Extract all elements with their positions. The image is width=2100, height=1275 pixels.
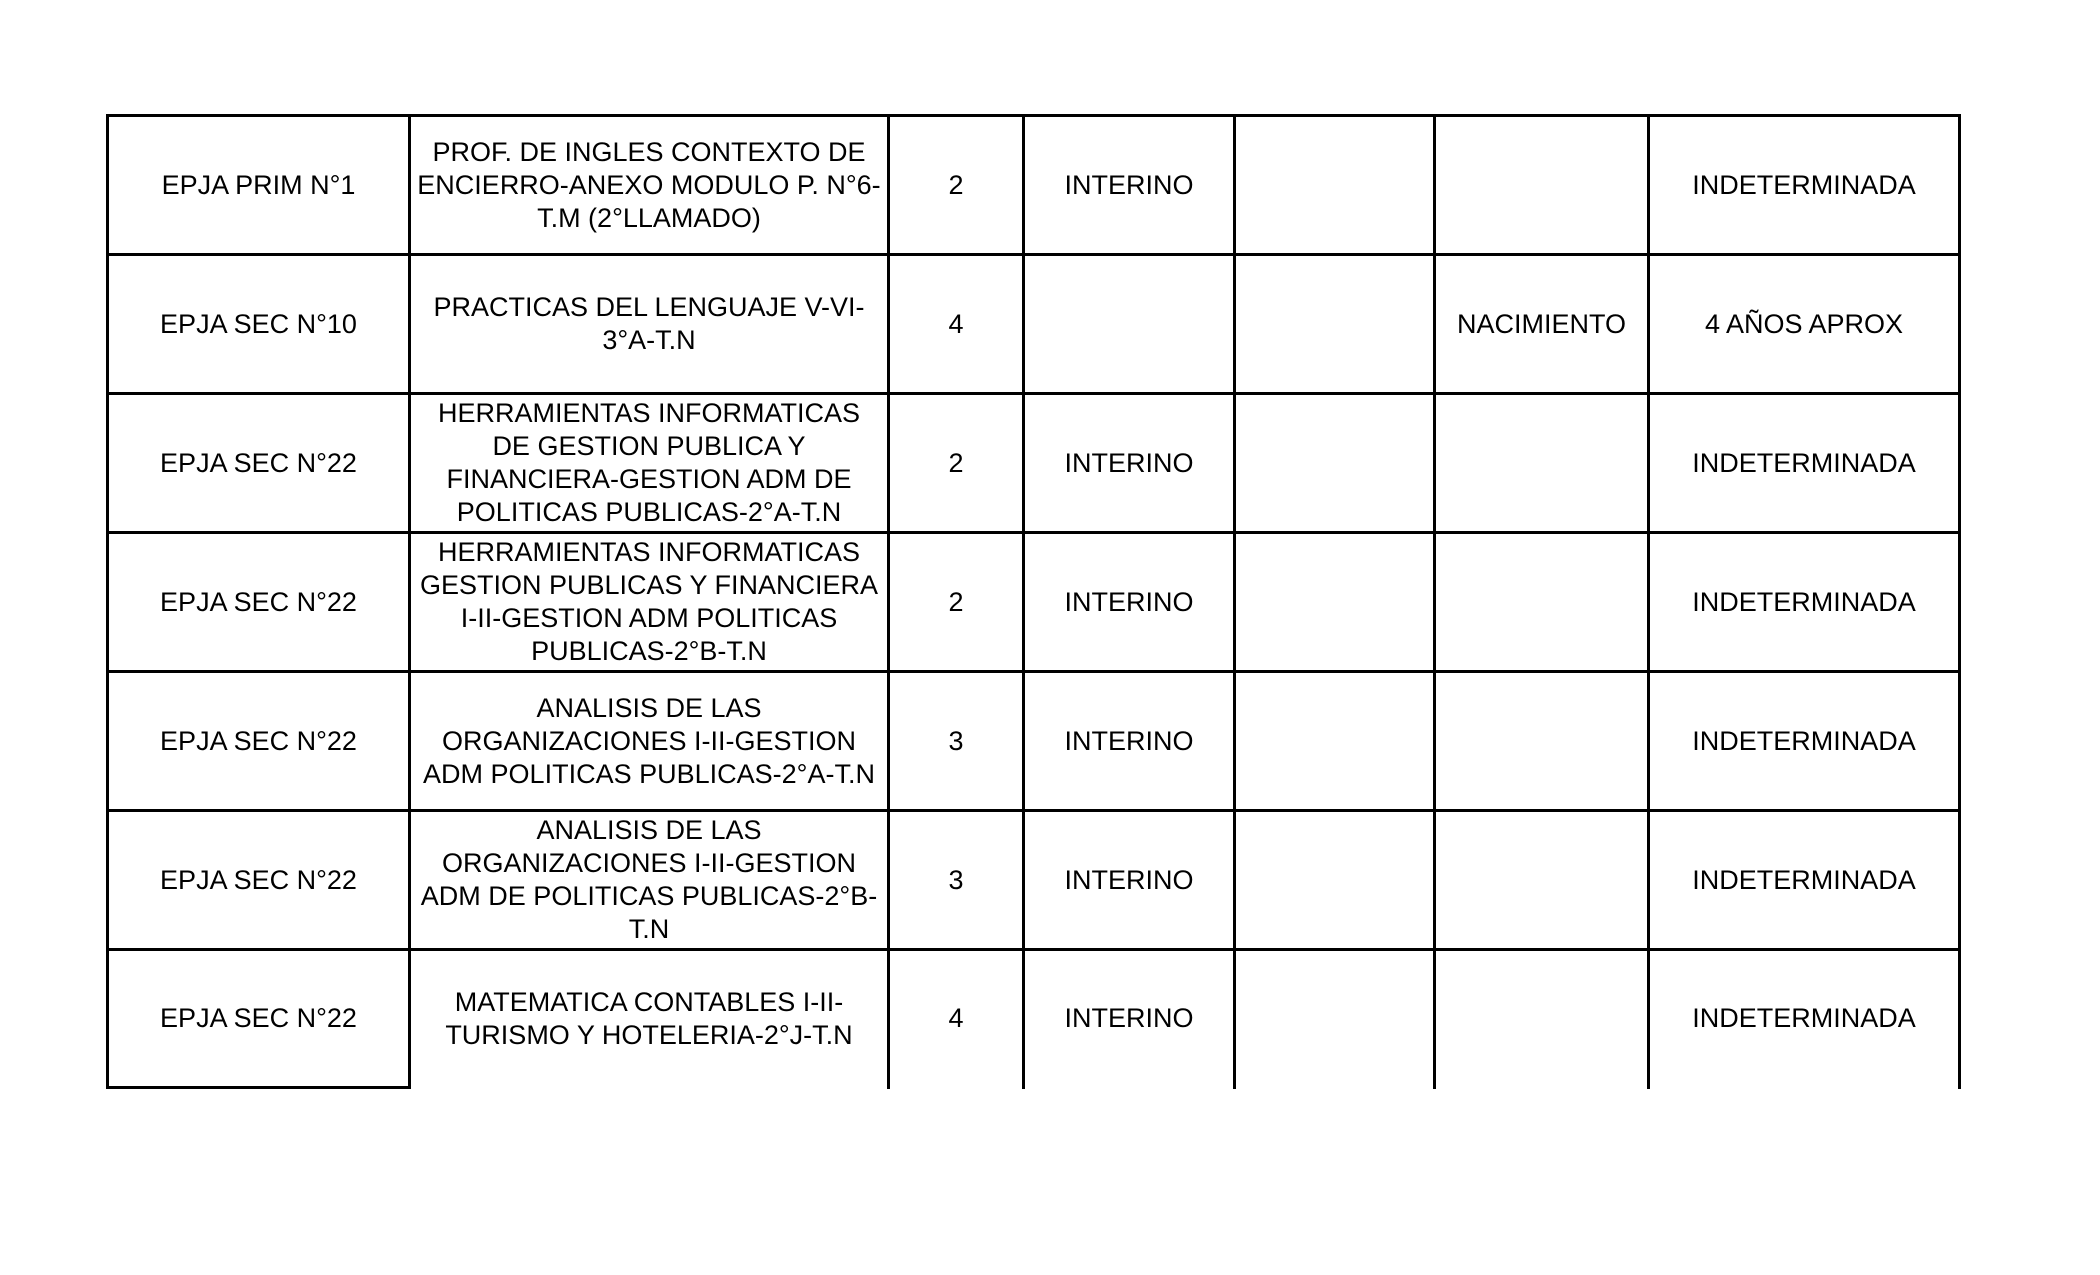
table-row-4-col5 — [1236, 534, 1433, 670]
table-row-6-col5 — [1236, 812, 1433, 948]
table-row-4-school: EPJA SEC N°22 — [160, 586, 357, 617]
table-row-7-hours: 4 — [948, 1003, 964, 1033]
table-row-7-subject: MATEMATICA CONTABLES I-II- TURISMO Y HOTELERIA-2°J-T.N — [445, 986, 853, 1050]
table-row-1-cause — [1436, 117, 1647, 253]
table-row-5-hours: 3 — [948, 725, 964, 756]
table-row-6-cause — [1436, 812, 1647, 948]
table-row-5-duration: INDETERMINADA — [1692, 725, 1916, 756]
table-right-border — [1958, 114, 1961, 1089]
vacancy-table — [106, 114, 1960, 1087]
table-row-5-situation: INTERINO — [1064, 725, 1194, 756]
table-row-1-school: EPJA PRIM N°1 — [161, 169, 356, 200]
table-row-4-cause — [1436, 534, 1647, 670]
table-row-2-school: EPJA SEC N°10 — [160, 308, 357, 339]
table-row-3-cause — [1436, 395, 1647, 531]
table-row-6-situation: INTERINO — [1064, 864, 1194, 895]
table-row-2-situation — [1025, 256, 1233, 392]
table-row-7-duration: INDETERMINADA — [1692, 1003, 1916, 1033]
table-row-6-school: EPJA SEC N°22 — [160, 864, 357, 895]
table-row-1-col5 — [1236, 117, 1433, 253]
table-row-5-subject: ANALISIS DE LAS ORGANIZACIONES I-II-GESTION ADM POLITICAS PUBLICAS-2°A-T.N — [423, 692, 875, 789]
table-row-4-hours: 2 — [948, 586, 964, 617]
table-row-5-school: EPJA SEC N°22 — [160, 725, 357, 756]
table-row-5-col5 — [1236, 673, 1433, 809]
table-row-2-hours: 4 — [948, 308, 964, 339]
table-row-1-situation: INTERINO — [1064, 169, 1194, 200]
table-row-2-cause: NACIMIENTO — [1456, 308, 1626, 339]
table-row-5-cause — [1436, 673, 1647, 809]
table-row-3-hours: 2 — [948, 447, 964, 478]
table-row-3-situation: INTERINO — [1064, 447, 1194, 478]
table-row-4-situation: INTERINO — [1064, 586, 1194, 617]
table-row-7-cause — [1436, 951, 1647, 1086]
table-row-2-subject: PRACTICAS DEL LENGUAJE V-VI- 3°A-T.N — [433, 292, 865, 355]
table-row-7-school: EPJA SEC N°22 — [160, 1003, 357, 1033]
table-row-4-duration: INDETERMINADA — [1692, 586, 1916, 617]
table-bottom-border-partial — [106, 1086, 409, 1089]
table-row-3-school: EPJA SEC N°22 — [160, 447, 357, 478]
table-row-7-situation: INTERINO — [1064, 1003, 1194, 1033]
table-row-1-duration: INDETERMINADA — [1692, 169, 1916, 200]
table-row-2-col5 — [1236, 256, 1433, 392]
table-row-6-hours: 3 — [948, 864, 964, 895]
table-row-6-subject: ANALISIS DE LAS ORGANIZACIONES I-II-GESTION ADM DE POLITICAS PUBLICAS-2°B- T.N — [420, 815, 878, 944]
table-row-2-duration: 4 AÑOS APROX — [1704, 308, 1904, 339]
table-row-1-hours: 2 — [948, 169, 964, 200]
table-row-6-duration: INDETERMINADA — [1692, 864, 1916, 895]
table-row-7-col5 — [1236, 951, 1433, 1086]
table-row-1-subject: PROF. DE INGLES CONTEXTO DE ENCIERRO-ANEXO MODULO P. N°6- T.M (2°LLAMADO) — [417, 136, 881, 233]
table-row-3-col5 — [1236, 395, 1433, 531]
table-row-3-duration: INDETERMINADA — [1692, 447, 1916, 478]
table-row-4-subject: HERRAMIENTAS INFORMATICAS GESTION PUBLICAS Y FINANCIERA I-II-GESTION ADM POLITICAS PUBLICAS-2°B-T.N — [419, 537, 879, 666]
table-row-3-subject: HERRAMIENTAS INFORMATICAS DE GESTION PUBLICA Y FINANCIERA-GESTION ADM DE POLITICAS PUBLICAS-2°A-T.N — [437, 398, 861, 527]
